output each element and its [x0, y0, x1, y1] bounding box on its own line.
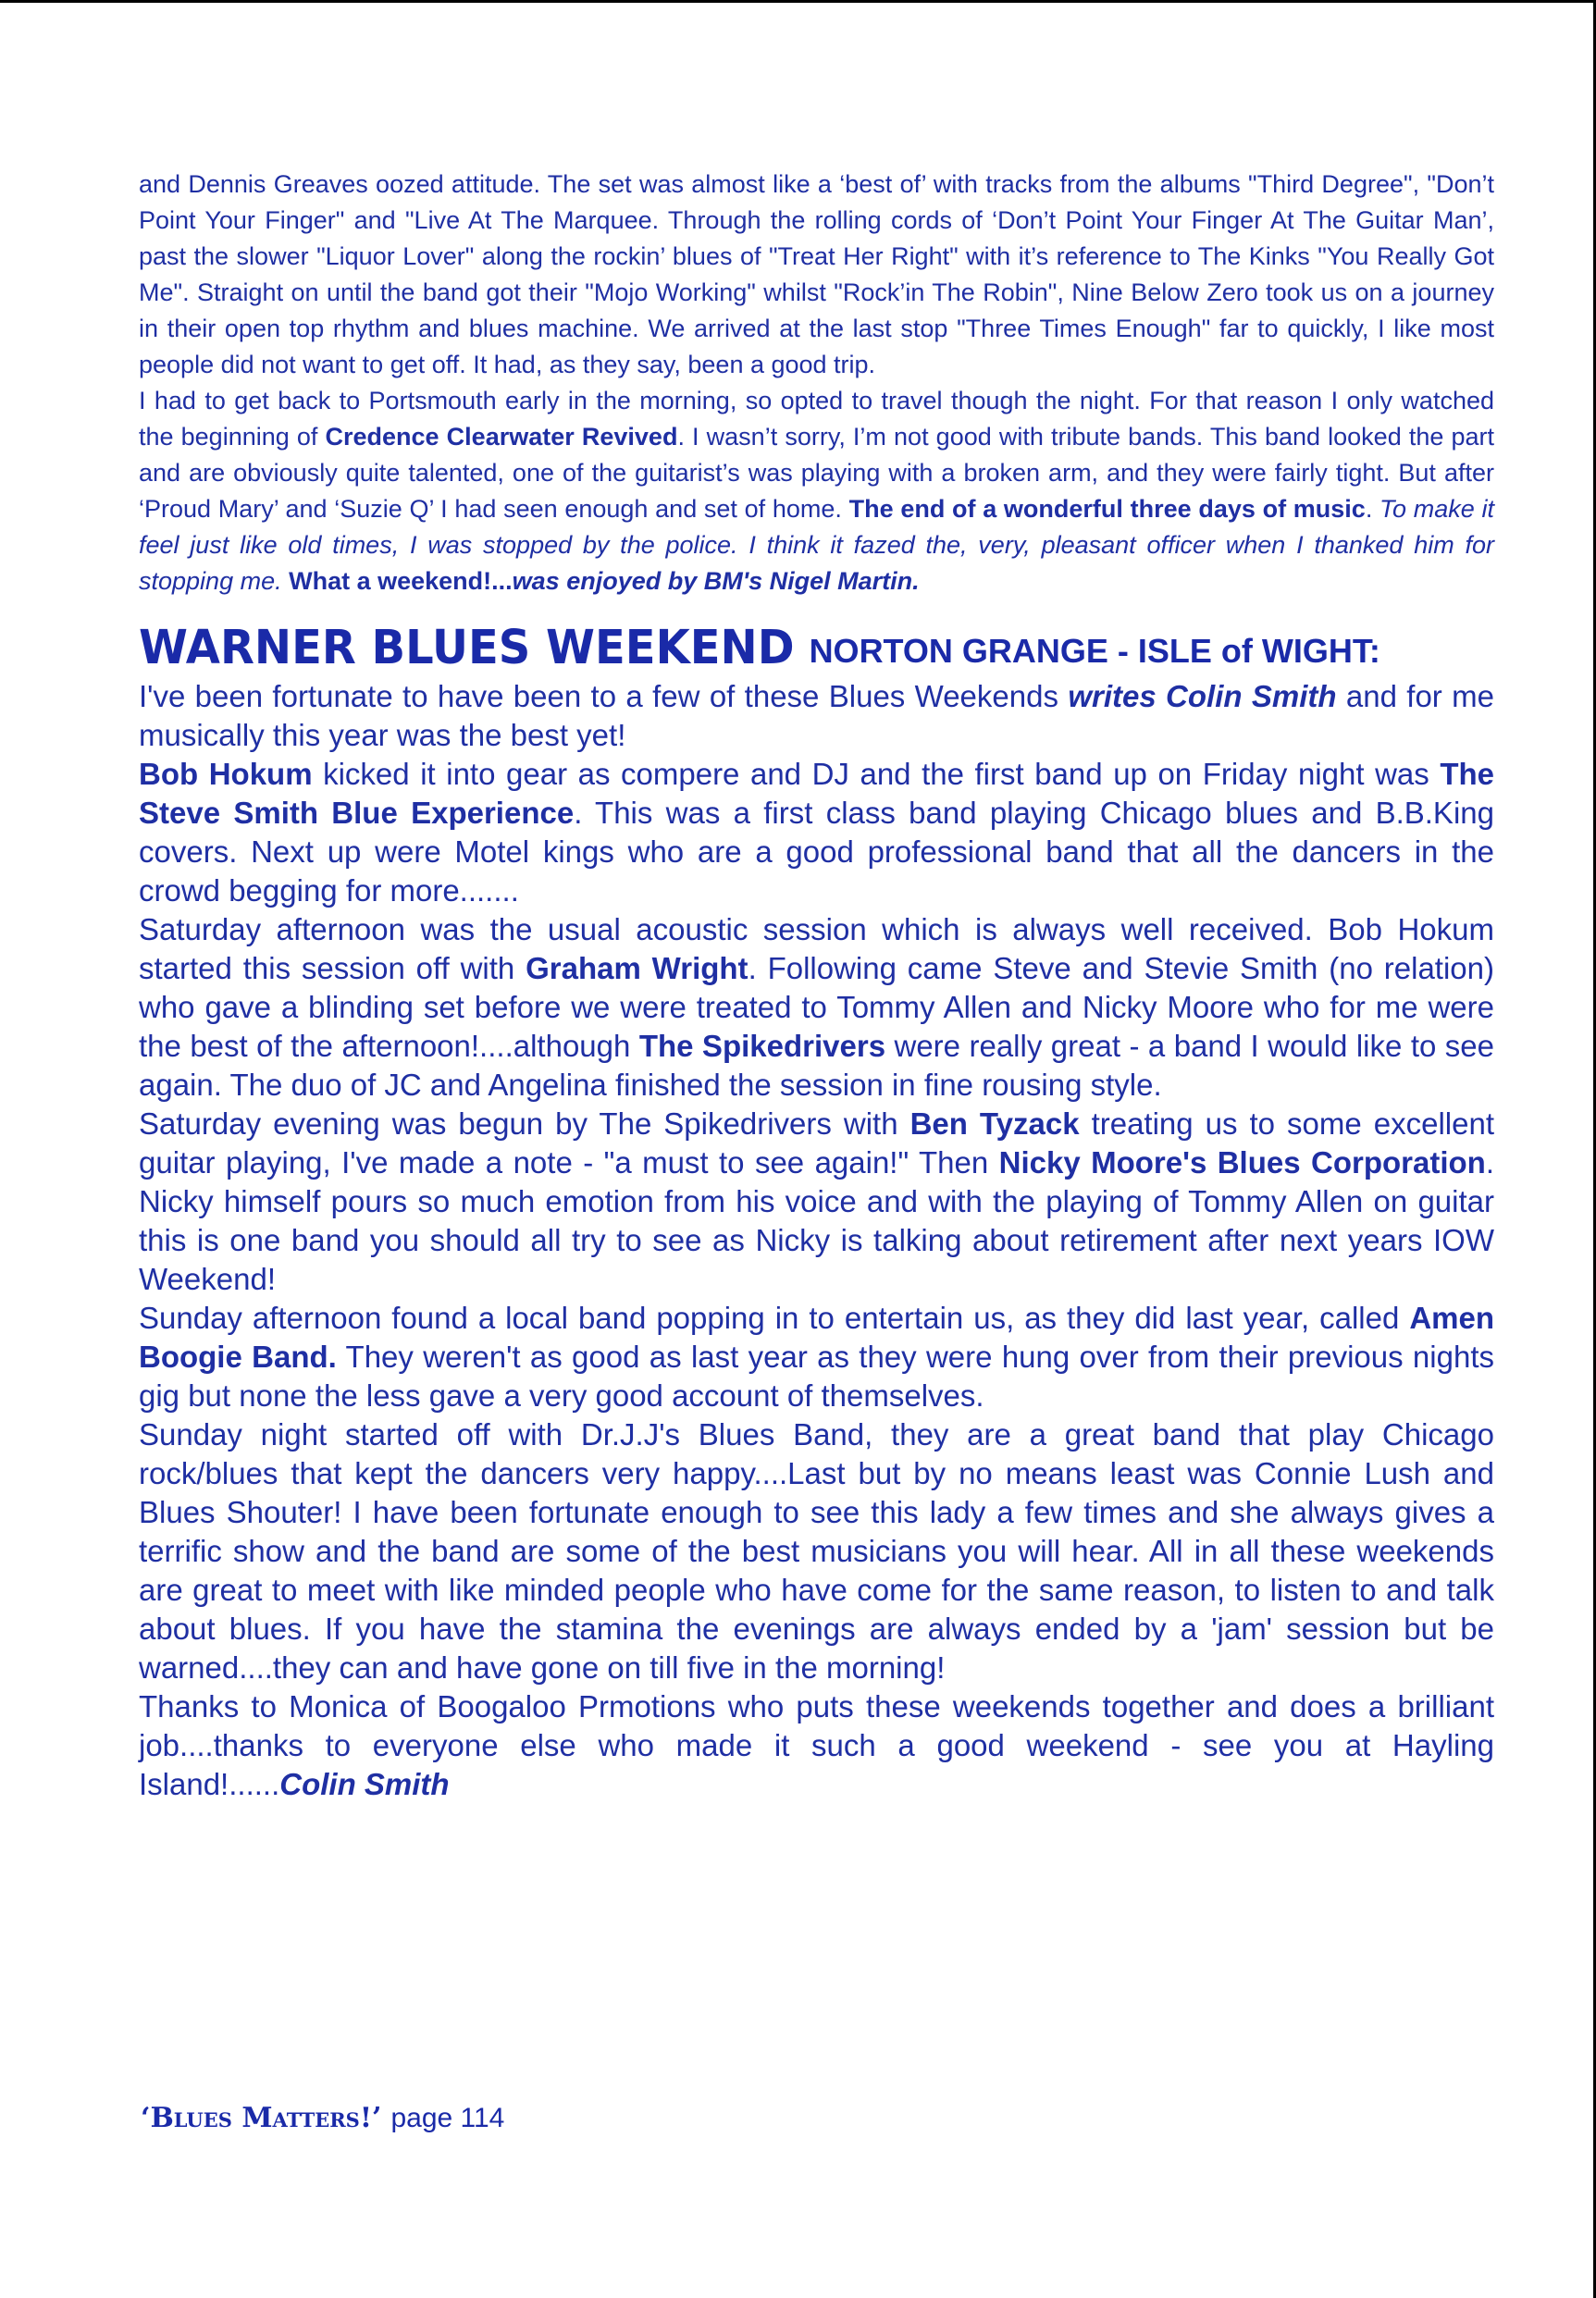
previous-review-section	[139, 167, 1494, 599]
text-run: Saturday afternoon was the usual acoustic session which is always well received. Bob Hokum started this session off with	[139, 912, 1494, 985]
text-run: . Nicky himself pours so much emotion from his voice and with the playing of Tommy Allen on guitar this is one band you should all try to see as Nicky is talking about retirement after next years IOW Weekend!	[139, 1145, 1494, 1296]
bold-text-run: The end of a wonderful three days of music	[848, 495, 1366, 523]
heading-location: NORTON GRANGE - ISLE of WIGHT:	[809, 632, 1380, 670]
text-run: I've been fortunate to have been to a few of these Blues Weekends	[139, 679, 1069, 713]
warner-review-section	[139, 677, 1494, 1804]
review-paragraph	[139, 167, 1494, 383]
top-border	[0, 0, 1596, 3]
review-paragraph	[139, 910, 1494, 1105]
page-number: page 114	[390, 2103, 505, 2133]
bold-italic-text-run: was enjoyed by BM's Nigel Martin.	[512, 567, 920, 595]
bold-text-run: Credence Clearwater Revived	[325, 423, 678, 451]
review-paragraph	[139, 755, 1494, 910]
page-footer	[141, 2102, 504, 2134]
bold-italic-text-run: Colin Smith	[279, 1767, 450, 1801]
bold-text-run: Bob Hokum	[139, 757, 313, 791]
text-run: I had to get back to Portsmouth early in the morning, so opted to travel though the night. For that reason I only watched the beginning of	[139, 387, 1494, 451]
text-run: Saturday evening was begun by The Spikedrivers with	[139, 1106, 910, 1141]
review-paragraph	[139, 677, 1494, 755]
bold-text-run: Amen Boogie Band.	[139, 1301, 1494, 1374]
bold-text-run: Ben Tyzack	[909, 1106, 1080, 1141]
bold-text-run: Graham Wright	[526, 951, 749, 985]
text-run: Thanks to Monica of Boogaloo Prmotions who puts these weekends together and does a brilliant job....thanks to everyone else who made it such a good weekend - see you at Hayling Island!......	[139, 1689, 1494, 1801]
bold-text-run: Nicky Moore's Blues Corporation	[998, 1145, 1486, 1180]
magazine-name: ‘Blues Matters!’	[141, 2102, 382, 2134]
text-run: were really great - a band I would like to see again. The duo of JC and Angelina finished the session in fine rousing style.	[139, 1029, 1494, 1102]
review-paragraph	[139, 1687, 1494, 1804]
review-paragraph	[139, 1299, 1494, 1415]
text-run: . I wasn’t sorry, I’m not good with tribute bands. This band looked the part and are obviously quite talented, one of the guitarist’s was playing with a broken arm, and they were fairly tight. But after ‘Proud Mary’ and ‘Suzie Q’ I had seen enough and set of home.	[139, 423, 1495, 523]
article-content	[139, 167, 1494, 1804]
text-run: .	[1365, 495, 1380, 523]
text-run: kicked it into gear as compere and DJ and the first band up on Friday night was	[312, 757, 1441, 791]
bold-text-run: The Spikedrivers	[638, 1029, 886, 1063]
text-run: and Dennis Greaves oozed attitude. The set was almost like a ‘best of’ with tracks from the albums "Third Degree", "Don’t Point Your Finger" and "Live At The Marquee. Through the rolling cords of ‘Don’t Point Your Finger At The Guitar Man’, past the slower "Liquor Lover" along the rockin’ blues of "Treat Her Right" with it’s reference to The Kinks "You Really Got Me". Straight on until the band got their "Mojo Working" whilst "Rock’in The Robin", Nine Below Zero took us on a journey in their open top rhythm and blues machine. We arrived at the last stop "Three Times Enough" far to quickly, I like most people did not want to get off. It had, as they say, been a good trip.	[139, 170, 1494, 378]
review-paragraph	[139, 1415, 1494, 1687]
review-paragraph	[139, 383, 1494, 599]
text-run: . This was a first class band playing Chicago blues and B.B.King covers. Next up were Motel kings who are a good professional band that all the dancers in the crowd begging for more.......	[139, 796, 1494, 908]
bold-italic-text-run: writes Colin Smith	[1068, 679, 1337, 713]
article-heading	[139, 622, 1494, 673]
text-run: Sunday night started off with Dr.J.J's Blues Band, they are a great band that play Chicago rock/blues that kept the dancers very happy....Last but by no means least was Connie Lush and Blues Shouter! I have been fortunate enough to see this lady a few times and she always gives a terrific show and the band are some of the best musicians you will hear. All in all these weekends are great to meet with like minded people who have come for the same reason, to listen to and talk about blues. If you have the stamina the evenings are always ended by a 'jam' session but be warned....they can and have gone on till five in the morning!	[139, 1417, 1494, 1685]
text-run: Sunday afternoon found a local band popping in to entertain us, as they did last year, called	[139, 1301, 1410, 1335]
text-run: and for me musically this year was the best yet!	[139, 679, 1494, 752]
text-run: treating us to some excellent guitar playing, I've made a note - "a must to see again!" Then	[139, 1106, 1494, 1180]
text-run: They weren't as good as last year as they were hung over from their previous nights gig but none the less gave a very good account of themselves.	[139, 1340, 1494, 1413]
heading-title: WARNER BLUES WEEKEND	[139, 620, 795, 675]
italic-text-run: To make it feel just like old times, I was stopped by the police. I think it fazed the, very, pleasant officer when I thanked him for stopping me.	[139, 495, 1495, 595]
bold-text-run: What a weekend!...	[281, 567, 513, 595]
text-run: . Following came Steve and Stevie Smith (no relation) who gave a blinding set before we were treated to Tommy Allen and Nicky Moore who for me were the best of the afternoon!....although	[139, 951, 1494, 1063]
review-paragraph	[139, 1105, 1494, 1299]
bold-text-run: The Steve Smith Blue Experience	[139, 757, 1494, 830]
